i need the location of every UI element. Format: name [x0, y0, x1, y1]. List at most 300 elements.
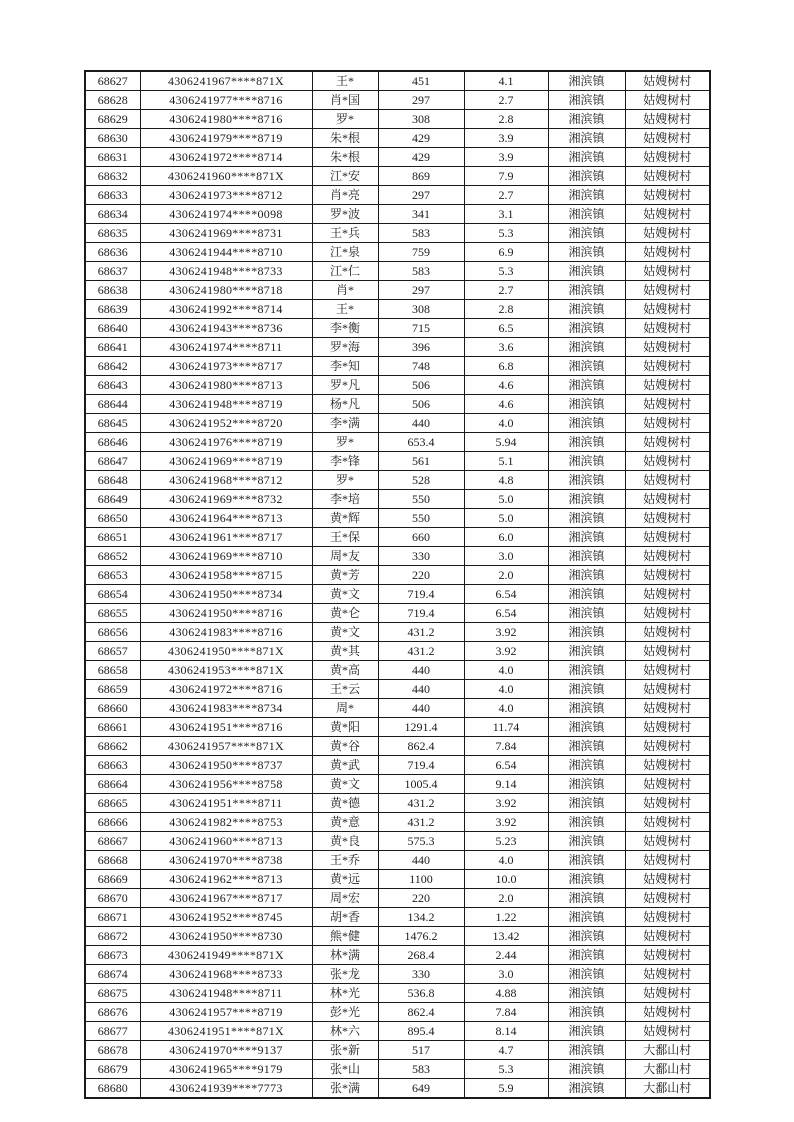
cell-seq: 68643	[85, 376, 140, 395]
cell-town: 湘滨镇	[548, 224, 625, 243]
cell-seq: 68639	[85, 300, 140, 319]
cell-area: 4.0	[464, 851, 548, 870]
cell-town: 湘滨镇	[548, 91, 625, 110]
cell-area: 3.1	[464, 205, 548, 224]
cell-name: 周*宏	[312, 889, 378, 908]
cell-area: 2.7	[464, 186, 548, 205]
cell-seq: 68642	[85, 357, 140, 376]
cell-id-card: 4306241939****7773	[140, 1079, 312, 1099]
cell-town: 湘滨镇	[548, 509, 625, 528]
cell-village: 姑嫂树村	[625, 1022, 710, 1041]
cell-id-card: 4306241960****8713	[140, 832, 312, 851]
cell-amount: 759	[378, 243, 464, 262]
cell-name: 黄*良	[312, 832, 378, 851]
cell-id-card: 4306241944****8710	[140, 243, 312, 262]
cell-seq: 68646	[85, 433, 140, 452]
cell-town: 湘滨镇	[548, 205, 625, 224]
table-row	[85, 718, 710, 737]
cell-seq: 68655	[85, 604, 140, 623]
cell-amount: 583	[378, 262, 464, 281]
cell-amount: 440	[378, 699, 464, 718]
cell-town: 湘滨镇	[548, 414, 625, 433]
cell-id-card: 4306241948****8719	[140, 395, 312, 414]
cell-id-card: 4306241973****8717	[140, 357, 312, 376]
cell-village: 姑嫂树村	[625, 927, 710, 946]
cell-amount: 528	[378, 471, 464, 490]
cell-amount: 862.4	[378, 1003, 464, 1022]
cell-id-card: 4306241962****8713	[140, 870, 312, 889]
cell-id-card: 4306241979****8719	[140, 129, 312, 148]
cell-id-card: 4306241992****8714	[140, 300, 312, 319]
cell-amount: 429	[378, 148, 464, 167]
cell-town: 湘滨镇	[548, 642, 625, 661]
cell-name: 杨*凡	[312, 395, 378, 414]
cell-area: 2.8	[464, 110, 548, 129]
cell-village: 姑嫂树村	[625, 661, 710, 680]
cell-town: 湘滨镇	[548, 851, 625, 870]
cell-town: 湘滨镇	[548, 243, 625, 262]
table-row	[85, 642, 710, 661]
cell-name: 江*安	[312, 167, 378, 186]
cell-town: 湘滨镇	[548, 300, 625, 319]
cell-area: 4.8	[464, 471, 548, 490]
cell-amount: 715	[378, 319, 464, 338]
cell-area: 11.74	[464, 718, 548, 737]
table-row	[85, 319, 710, 338]
cell-town: 湘滨镇	[548, 566, 625, 585]
cell-area: 5.1	[464, 452, 548, 471]
cell-amount: 431.2	[378, 623, 464, 642]
cell-name: 黄*高	[312, 661, 378, 680]
cell-area: 5.0	[464, 509, 548, 528]
cell-amount: 308	[378, 300, 464, 319]
cell-id-card: 4306241967****871X	[140, 71, 312, 91]
cell-id-card: 4306241961****8717	[140, 528, 312, 547]
cell-seq: 68671	[85, 908, 140, 927]
cell-seq: 68666	[85, 813, 140, 832]
cell-seq: 68658	[85, 661, 140, 680]
cell-village: 姑嫂树村	[625, 376, 710, 395]
cell-id-card: 4306241973****8712	[140, 186, 312, 205]
table-row	[85, 433, 710, 452]
cell-village: 姑嫂树村	[625, 471, 710, 490]
cell-area: 4.0	[464, 699, 548, 718]
cell-seq: 68677	[85, 1022, 140, 1041]
cell-id-card: 4306241953****871X	[140, 661, 312, 680]
cell-amount: 341	[378, 205, 464, 224]
cell-amount: 429	[378, 129, 464, 148]
cell-village: 姑嫂树村	[625, 205, 710, 224]
cell-id-card: 4306241965****9179	[140, 1060, 312, 1079]
cell-id-card: 4306241948****8711	[140, 984, 312, 1003]
cell-seq: 68678	[85, 1041, 140, 1060]
cell-village: 姑嫂树村	[625, 262, 710, 281]
cell-area: 2.8	[464, 300, 548, 319]
cell-name: 肖*国	[312, 91, 378, 110]
cell-id-card: 4306241952****8745	[140, 908, 312, 927]
cell-amount: 1476.2	[378, 927, 464, 946]
cell-id-card: 4306241950****8737	[140, 756, 312, 775]
cell-seq: 68647	[85, 452, 140, 471]
table-row	[85, 756, 710, 775]
cell-area: 6.54	[464, 604, 548, 623]
cell-town: 湘滨镇	[548, 376, 625, 395]
table-row	[85, 623, 710, 642]
cell-id-card: 4306241949****871X	[140, 946, 312, 965]
cell-name: 罗*	[312, 110, 378, 129]
cell-village: 姑嫂树村	[625, 281, 710, 300]
cell-id-card: 4306241969****8710	[140, 547, 312, 566]
cell-seq: 68652	[85, 547, 140, 566]
cell-id-card: 4306241951****871X	[140, 1022, 312, 1041]
cell-area: 6.5	[464, 319, 548, 338]
cell-id-card: 4306241957****8719	[140, 1003, 312, 1022]
cell-area: 3.0	[464, 965, 548, 984]
table-row	[85, 908, 710, 927]
cell-name: 黄*文	[312, 623, 378, 642]
cell-seq: 68668	[85, 851, 140, 870]
cell-area: 2.0	[464, 889, 548, 908]
cell-seq: 68644	[85, 395, 140, 414]
cell-name: 黄*谷	[312, 737, 378, 756]
cell-amount: 440	[378, 680, 464, 699]
table-row	[85, 870, 710, 889]
cell-village: 姑嫂树村	[625, 547, 710, 566]
cell-amount: 536.8	[378, 984, 464, 1003]
cell-village: 姑嫂树村	[625, 91, 710, 110]
cell-area: 6.54	[464, 756, 548, 775]
cell-id-card: 4306241950****8734	[140, 585, 312, 604]
cell-amount: 431.2	[378, 642, 464, 661]
cell-id-card: 4306241951****8716	[140, 718, 312, 737]
cell-village: 姑嫂树村	[625, 737, 710, 756]
cell-name: 李*知	[312, 357, 378, 376]
cell-village: 大鄱山村	[625, 1041, 710, 1060]
cell-village: 姑嫂树村	[625, 452, 710, 471]
cell-id-card: 4306241980****8713	[140, 376, 312, 395]
cell-name: 肖*亮	[312, 186, 378, 205]
table-row	[85, 566, 710, 585]
cell-village: 姑嫂树村	[625, 623, 710, 642]
table-row	[85, 224, 710, 243]
cell-town: 湘滨镇	[548, 927, 625, 946]
table-row	[85, 984, 710, 1003]
cell-area: 4.0	[464, 661, 548, 680]
table-row	[85, 91, 710, 110]
cell-id-card: 4306241960****871X	[140, 167, 312, 186]
cell-village: 姑嫂树村	[625, 338, 710, 357]
cell-village: 姑嫂树村	[625, 490, 710, 509]
cell-town: 湘滨镇	[548, 71, 625, 91]
cell-amount: 550	[378, 490, 464, 509]
subsidy-table-body	[85, 71, 710, 1098]
cell-village: 姑嫂树村	[625, 110, 710, 129]
cell-seq: 68637	[85, 262, 140, 281]
cell-name: 林*六	[312, 1022, 378, 1041]
cell-area: 6.54	[464, 585, 548, 604]
cell-name: 李*衡	[312, 319, 378, 338]
cell-id-card: 4306241983****8716	[140, 623, 312, 642]
cell-id-card: 4306241972****8716	[140, 680, 312, 699]
cell-area: 2.44	[464, 946, 548, 965]
cell-amount: 649	[378, 1079, 464, 1099]
cell-town: 湘滨镇	[548, 1041, 625, 1060]
cell-id-card: 4306241980****8716	[140, 110, 312, 129]
cell-name: 朱*根	[312, 129, 378, 148]
cell-name: 罗*凡	[312, 376, 378, 395]
cell-seq: 68662	[85, 737, 140, 756]
cell-town: 湘滨镇	[548, 281, 625, 300]
cell-amount: 561	[378, 452, 464, 471]
cell-town: 湘滨镇	[548, 794, 625, 813]
cell-area: 2.7	[464, 281, 548, 300]
cell-town: 湘滨镇	[548, 813, 625, 832]
table-row	[85, 281, 710, 300]
cell-name: 张*山	[312, 1060, 378, 1079]
cell-amount: 308	[378, 110, 464, 129]
cell-name: 熊*健	[312, 927, 378, 946]
cell-village: 姑嫂树村	[625, 1003, 710, 1022]
cell-id-card: 4306241982****8753	[140, 813, 312, 832]
table-row	[85, 604, 710, 623]
cell-area: 6.8	[464, 357, 548, 376]
cell-amount: 517	[378, 1041, 464, 1060]
table-row	[85, 1003, 710, 1022]
table-row	[85, 1060, 710, 1079]
cell-village: 姑嫂树村	[625, 699, 710, 718]
cell-village: 姑嫂树村	[625, 775, 710, 794]
cell-village: 姑嫂树村	[625, 71, 710, 91]
table-row	[85, 851, 710, 870]
cell-amount: 431.2	[378, 794, 464, 813]
cell-name: 王*兵	[312, 224, 378, 243]
cell-name: 王*乔	[312, 851, 378, 870]
cell-area: 5.23	[464, 832, 548, 851]
cell-seq: 68636	[85, 243, 140, 262]
cell-id-card: 4306241968****8712	[140, 471, 312, 490]
cell-amount: 506	[378, 395, 464, 414]
cell-id-card: 4306241948****8733	[140, 262, 312, 281]
cell-name: 黄*意	[312, 813, 378, 832]
table-row	[85, 205, 710, 224]
cell-name: 王*	[312, 71, 378, 91]
cell-town: 湘滨镇	[548, 889, 625, 908]
cell-name: 周*友	[312, 547, 378, 566]
cell-name: 黄*辉	[312, 509, 378, 528]
cell-area: 7.84	[464, 1003, 548, 1022]
cell-amount: 396	[378, 338, 464, 357]
table-row	[85, 414, 710, 433]
cell-name: 江*仁	[312, 262, 378, 281]
cell-village: 姑嫂树村	[625, 585, 710, 604]
cell-name: 朱*根	[312, 148, 378, 167]
cell-area: 2.7	[464, 91, 548, 110]
cell-town: 湘滨镇	[548, 490, 625, 509]
cell-seq: 68669	[85, 870, 140, 889]
cell-id-card: 4306241970****9137	[140, 1041, 312, 1060]
cell-amount: 575.3	[378, 832, 464, 851]
cell-seq: 68653	[85, 566, 140, 585]
cell-village: 姑嫂树村	[625, 509, 710, 528]
cell-amount: 330	[378, 965, 464, 984]
cell-town: 湘滨镇	[548, 395, 625, 414]
table-row	[85, 509, 710, 528]
cell-town: 湘滨镇	[548, 965, 625, 984]
cell-id-card: 4306241950****871X	[140, 642, 312, 661]
table-row	[85, 965, 710, 984]
cell-id-card: 4306241951****8711	[140, 794, 312, 813]
cell-id-card: 4306241974****0098	[140, 205, 312, 224]
cell-id-card: 4306241952****8720	[140, 414, 312, 433]
cell-name: 张*新	[312, 1041, 378, 1060]
cell-area: 3.92	[464, 813, 548, 832]
table-row	[85, 680, 710, 699]
cell-town: 湘滨镇	[548, 319, 625, 338]
table-row	[85, 946, 710, 965]
cell-name: 张*龙	[312, 965, 378, 984]
cell-amount: 440	[378, 851, 464, 870]
cell-seq: 68664	[85, 775, 140, 794]
cell-town: 湘滨镇	[548, 357, 625, 376]
cell-seq: 68649	[85, 490, 140, 509]
cell-name: 罗*波	[312, 205, 378, 224]
cell-area: 8.14	[464, 1022, 548, 1041]
table-row	[85, 1022, 710, 1041]
cell-area: 4.88	[464, 984, 548, 1003]
table-row	[85, 129, 710, 148]
cell-seq: 68654	[85, 585, 140, 604]
cell-village: 姑嫂树村	[625, 984, 710, 1003]
cell-name: 李*培	[312, 490, 378, 509]
cell-name: 肖*	[312, 281, 378, 300]
cell-town: 湘滨镇	[548, 1079, 625, 1099]
table-row	[85, 300, 710, 319]
cell-seq: 68629	[85, 110, 140, 129]
cell-area: 7.9	[464, 167, 548, 186]
cell-town: 湘滨镇	[548, 832, 625, 851]
cell-id-card: 4306241950****8716	[140, 604, 312, 623]
cell-name: 李*满	[312, 414, 378, 433]
cell-town: 湘滨镇	[548, 775, 625, 794]
cell-town: 湘滨镇	[548, 471, 625, 490]
cell-area: 4.1	[464, 71, 548, 91]
table-row	[85, 338, 710, 357]
cell-area: 5.94	[464, 433, 548, 452]
cell-amount: 297	[378, 91, 464, 110]
cell-name: 胡*香	[312, 908, 378, 927]
cell-area: 5.3	[464, 262, 548, 281]
cell-area: 9.14	[464, 775, 548, 794]
table-row	[85, 376, 710, 395]
cell-village: 姑嫂树村	[625, 357, 710, 376]
cell-amount: 862.4	[378, 737, 464, 756]
cell-id-card: 4306241969****8731	[140, 224, 312, 243]
cell-amount: 719.4	[378, 604, 464, 623]
table-row	[85, 794, 710, 813]
cell-area: 5.9	[464, 1079, 548, 1099]
cell-town: 湘滨镇	[548, 262, 625, 281]
cell-name: 黄*远	[312, 870, 378, 889]
cell-town: 湘滨镇	[548, 718, 625, 737]
cell-town: 湘滨镇	[548, 585, 625, 604]
cell-id-card: 4306241976****8719	[140, 433, 312, 452]
cell-name: 黄*文	[312, 775, 378, 794]
cell-area: 4.6	[464, 395, 548, 414]
cell-town: 湘滨镇	[548, 1003, 625, 1022]
cell-amount: 869	[378, 167, 464, 186]
cell-amount: 451	[378, 71, 464, 91]
cell-name: 王*保	[312, 528, 378, 547]
cell-name: 江*泉	[312, 243, 378, 262]
cell-seq: 68651	[85, 528, 140, 547]
cell-village: 姑嫂树村	[625, 566, 710, 585]
cell-area: 3.0	[464, 547, 548, 566]
cell-town: 湘滨镇	[548, 1060, 625, 1079]
table-row	[85, 148, 710, 167]
cell-amount: 550	[378, 509, 464, 528]
cell-village: 姑嫂树村	[625, 129, 710, 148]
cell-village: 姑嫂树村	[625, 718, 710, 737]
cell-area: 3.9	[464, 129, 548, 148]
cell-village: 姑嫂树村	[625, 946, 710, 965]
cell-seq: 68676	[85, 1003, 140, 1022]
cell-seq: 68679	[85, 1060, 140, 1079]
cell-town: 湘滨镇	[548, 338, 625, 357]
cell-village: 姑嫂树村	[625, 889, 710, 908]
cell-village: 姑嫂树村	[625, 870, 710, 889]
table-row	[85, 775, 710, 794]
cell-village: 姑嫂树村	[625, 965, 710, 984]
cell-area: 4.6	[464, 376, 548, 395]
cell-area: 1.22	[464, 908, 548, 927]
cell-town: 湘滨镇	[548, 756, 625, 775]
cell-town: 湘滨镇	[548, 908, 625, 927]
cell-seq: 68631	[85, 148, 140, 167]
cell-name: 黄*仑	[312, 604, 378, 623]
cell-seq: 68667	[85, 832, 140, 851]
cell-name: 黄*其	[312, 642, 378, 661]
cell-village: 姑嫂树村	[625, 851, 710, 870]
cell-village: 姑嫂树村	[625, 167, 710, 186]
cell-name: 李*锋	[312, 452, 378, 471]
cell-area: 4.0	[464, 414, 548, 433]
cell-id-card: 4306241970****8738	[140, 851, 312, 870]
cell-name: 黄*阳	[312, 718, 378, 737]
cell-town: 湘滨镇	[548, 110, 625, 129]
table-row	[85, 547, 710, 566]
cell-seq: 68660	[85, 699, 140, 718]
cell-area: 6.9	[464, 243, 548, 262]
cell-area: 7.84	[464, 737, 548, 756]
cell-amount: 660	[378, 528, 464, 547]
cell-seq: 68630	[85, 129, 140, 148]
cell-village: 姑嫂树村	[625, 300, 710, 319]
cell-name: 王*	[312, 300, 378, 319]
cell-village: 大鄱山村	[625, 1060, 710, 1079]
cell-amount: 297	[378, 281, 464, 300]
cell-seq: 68675	[85, 984, 140, 1003]
cell-village: 姑嫂树村	[625, 604, 710, 623]
table-row	[85, 243, 710, 262]
cell-village: 姑嫂树村	[625, 148, 710, 167]
cell-town: 湘滨镇	[548, 1022, 625, 1041]
cell-area: 10.0	[464, 870, 548, 889]
table-row	[85, 927, 710, 946]
cell-area: 5.3	[464, 1060, 548, 1079]
cell-town: 湘滨镇	[548, 528, 625, 547]
table-row	[85, 395, 710, 414]
cell-village: 姑嫂树村	[625, 832, 710, 851]
